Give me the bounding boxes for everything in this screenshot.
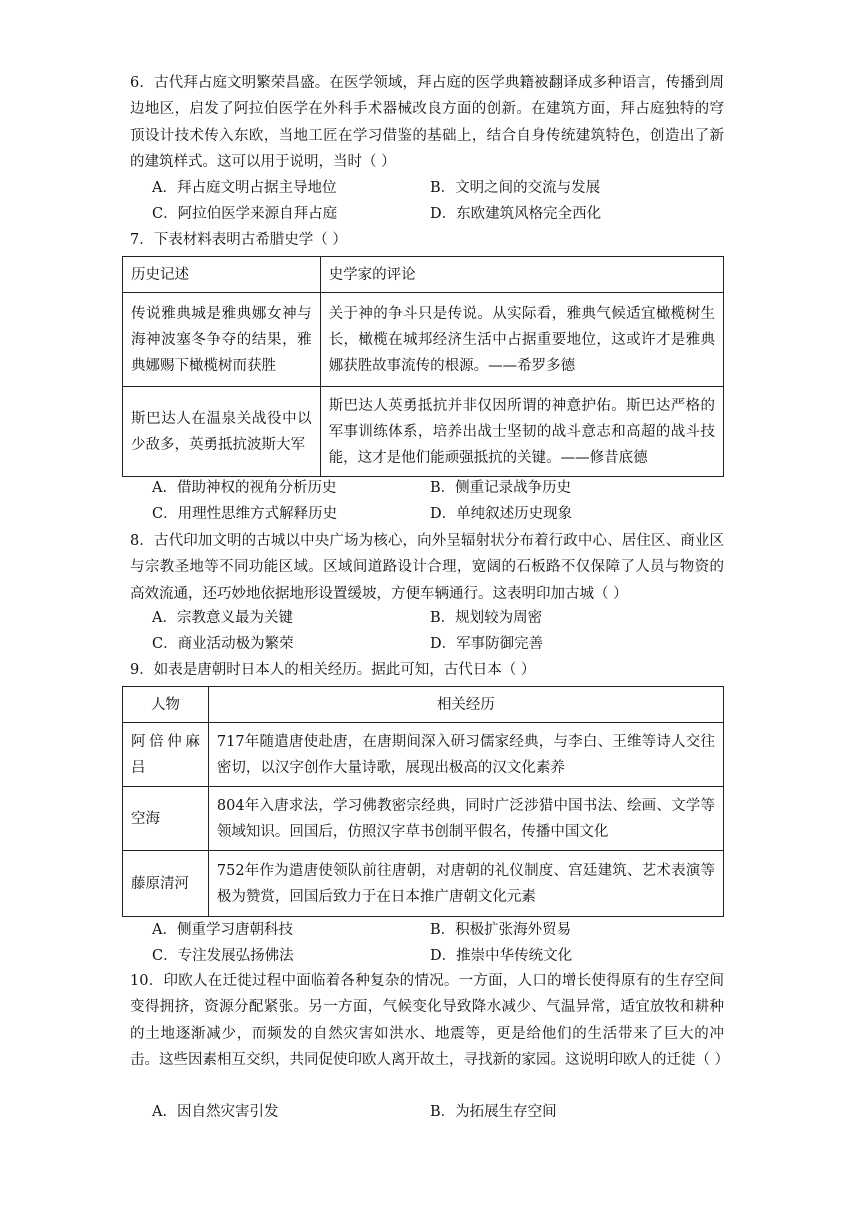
question-10-option-b: B．为拓展生存空间 [430, 1104, 557, 1120]
question-6-stem: 6．古代拜占庭文明繁荣昌盛。在医学领域，拜占庭的医学典籍被翻译成多种语言，传播到周边地区，启发了阿拉伯医学在外科手术器械改良方面的创新。在建筑方面，拜占庭独特的穹顶设计技术传入东欧，当地工匠在学习借鉴的基础上，结合自身传统建筑特色，创造出了新的建筑样式。这可以用于说明，当时（ ） [130, 75, 724, 171]
question-8-option-a: A．宗教意义最为关键 [152, 610, 293, 626]
table-row [123, 387, 724, 477]
question-9-option-a: A．侧重学习唐朝科技 [152, 922, 293, 938]
table-header-cell: 历史记述 [123, 257, 321, 293]
table-cell: 752年作为遣唐使领队前往唐朝，对唐朝的礼仪制度、宫廷建筑、艺术表演等极为赞赏，回国后致力于在日本推广唐朝文化元素 [208, 851, 723, 917]
question-7-option-a: A．借助神权的视角分析历史 [152, 480, 337, 496]
table-cell: 阿倍仲麻吕 [123, 723, 209, 787]
question-9-option-b: B．积极扩张海外贸易 [430, 922, 572, 938]
question-10-option-a: A．因自然灾害引发 [152, 1104, 279, 1120]
table-row [123, 851, 724, 917]
table-row [123, 293, 724, 387]
question-9-stem: 9．如表是唐朝时日本人的相关经历。据此可知，古代日本（ ） [130, 662, 536, 678]
question-7-option-c: C．用理性思维方式解释历史 [152, 506, 338, 522]
question-8-stem: 8．古代印加文明的古城以中央广场为核心，向外呈辐射状分布着行政中心、居住区、商业区与宗教圣地等不同功能区域。区域间道路设计合理，宽阔的石板路不仅保障了人员与物资的高效流通，还巧妙地依据地形设置缓坡，方便车辆通行。这表明印加古城（ ） [130, 533, 724, 602]
question-9-option-d: D．推崇中华传统文化 [430, 948, 573, 964]
table-cell: 空海 [123, 787, 209, 851]
question-6-option-b: B．文明之间的交流与发展 [430, 180, 601, 196]
question-7-option-d: D．单纯叙述历史现象 [430, 506, 573, 522]
table-header-cell: 人物 [123, 687, 209, 723]
table-cell: 斯巴达人在温泉关战役中以少敌多，英勇抵抗波斯大军 [123, 387, 321, 477]
table-cell: 717年随遣唐使赴唐，在唐期间深入研习儒家经典，与李白、王维等诗人交往密切，以汉字创作大量诗歌，展现出极高的汉文化素养 [208, 723, 723, 787]
question-6-option-a: A．拜占庭文明占据主导地位 [152, 180, 337, 196]
table-header-cell: 史学家的评论 [320, 257, 723, 293]
table-cell: 藤原清河 [123, 851, 209, 917]
table-header-row [123, 257, 724, 293]
table-row [123, 787, 724, 851]
table-header-row [123, 687, 724, 723]
question-9-option-c: C．专注发展弘扬佛法 [152, 948, 294, 964]
question-9-table [122, 686, 724, 917]
question-8-option-d: D．军事防御完善 [430, 636, 544, 652]
question-8-option-b: B．规划较为周密 [430, 610, 543, 626]
question-6-option-d: D．东欧建筑风格完全西化 [430, 206, 602, 222]
table-cell: 传说雅典城是雅典娜女神与海神波塞冬争夺的结果，雅典娜赐下橄榄树而获胜 [123, 293, 321, 387]
question-7-option-b: B．侧重记录战争历史 [430, 480, 572, 496]
question-6-option-c: C．阿拉伯医学来源自拜占庭 [152, 206, 338, 222]
table-cell: 804年入唐求法，学习佛教密宗经典，同时广泛涉猎中国书法、绘画、文学等领域知识。回国后，仿照汉字草书创制平假名，传播中国文化 [208, 787, 723, 851]
table-row [123, 723, 724, 787]
question-7-table [122, 256, 724, 477]
table-cell: 斯巴达人英勇抵抗并非仅因所谓的神意护佑。斯巴达严格的军事训练体系，培养出战士坚韧的战斗意志和高超的战斗技能，这才是他们能顽强抵抗的关键。——修昔底德 [320, 387, 723, 477]
table-cell: 关于神的争斗只是传说。从实际看，雅典气候适宜橄榄树生长，橄榄在城邦经济生活中占据重要地位，这或许才是雅典娜获胜故事流传的根源。——希罗多德 [320, 293, 723, 387]
table-header-cell: 相关经历 [208, 687, 723, 723]
question-10-stem: 10．印欧人在迁徙过程中面临着各种复杂的情况。一方面，人口的增长使得原有的生存空间变得拥挤，资源分配紧张。另一方面，气候变化导致降水减少、气温异常，适宜放牧和耕种的土地逐渐减少，而频发的自然灾害如洪水、地震等，更是给他们的生活带来了巨大的冲击。这些因素相互交织，共同促使印欧人离开故土，寻找新的家园。这说明印欧人的迁徙（ ） [130, 973, 730, 1069]
question-7-stem: 7．下表材料表明古希腊史学（ ） [130, 232, 347, 248]
question-8-option-c: C．商业活动极为繁荣 [152, 636, 294, 652]
